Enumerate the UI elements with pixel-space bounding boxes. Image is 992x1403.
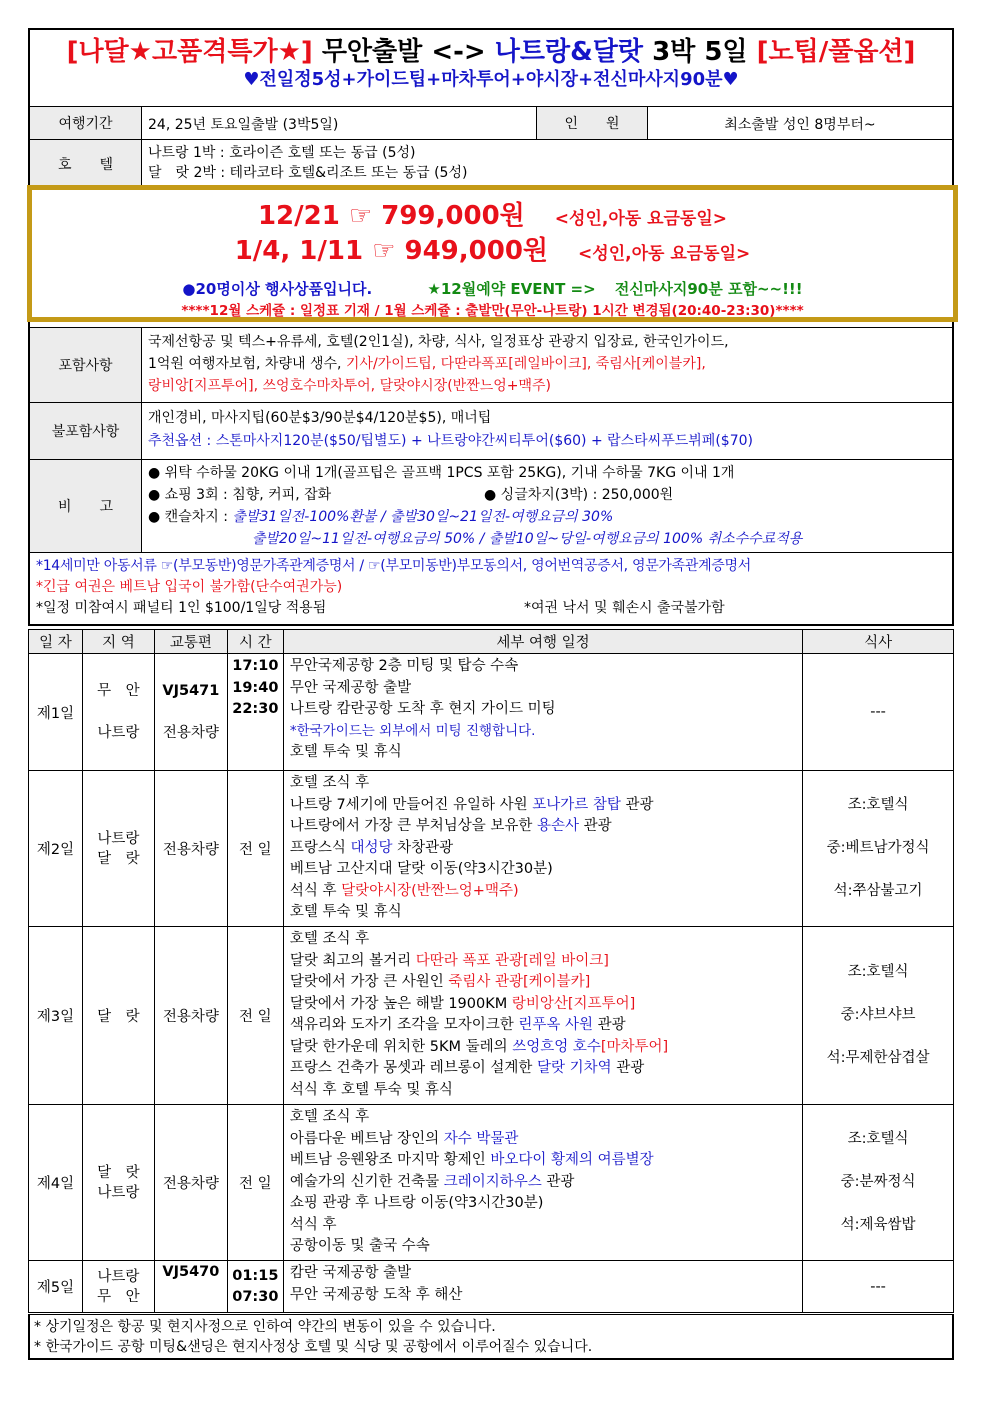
notes-row [30, 552, 952, 623]
day-4-highlight: 바오다이 황제의 여름별장 [490, 1152, 654, 1168]
day-2-item [290, 881, 796, 903]
day-4-row [29, 1105, 954, 1261]
day-1-item: 무안국제공항 2층 미팅 및 탑승 수속 [289, 658, 519, 674]
day-3-time: 전 일 [227, 927, 283, 1105]
included-line2-basic: 1억원 여행자보험, 차량내 생수, [148, 356, 346, 372]
day-4-item [290, 1172, 796, 1194]
day-2-text: 나트랑에서 가장 큰 부처님상을 보유한 [289, 818, 537, 834]
day-4-lunch: 중:분짜정식 [840, 1174, 916, 1190]
day-3-text: 색유리와 도자기 조각을 모자이크한 [289, 1017, 519, 1033]
notes-penalty-line [36, 598, 946, 619]
day-5-detail [283, 1261, 802, 1313]
remarks-value [142, 460, 952, 552]
remarks-row [30, 459, 952, 552]
day-2-transport: 전용차량 [154, 771, 227, 927]
day-2-meal [803, 771, 954, 927]
col-meal: 식사 [803, 630, 954, 654]
price-line-1 [32, 200, 953, 235]
day-4-item: 쇼핑 관광 후 나트랑 이동(약3시간30분) [289, 1195, 544, 1211]
day-1-region [82, 654, 154, 771]
remarks-label: 비 고 [30, 460, 142, 552]
day-4-dinner: 석:제육쌈밥 [840, 1217, 916, 1233]
included-value [142, 328, 952, 402]
day-1-time-arrive: 22:30 [232, 701, 279, 717]
itinerary-table [28, 629, 954, 1313]
day-3-text: 관광 [611, 1060, 645, 1076]
price-jan-note: <성인,아동 요금동일> [578, 244, 751, 264]
day-3-item [290, 994, 796, 1016]
day-2-item [290, 816, 796, 838]
remarks-baggage: ● 위탁 수하물 20KG 이내 1개(골프팁은 골프백 1PCS 포함 25KG), 기내 수하물 7KG 이내 1개 [148, 465, 735, 481]
day-2-highlight: 포나가르 참탑 [532, 796, 621, 813]
day-2-item: 호텔 투숙 및 휴식 [289, 904, 402, 920]
day-2-item [290, 795, 796, 817]
day-4-item [290, 1129, 796, 1151]
day-3-text: 달랏에서 가장 높은 해발 1900KM [289, 995, 512, 1012]
day-2-breakfast: 조:호텔식 [847, 797, 909, 813]
day-4-text: 예술가의 신기한 건축물 [289, 1173, 444, 1190]
day-3-carriage: [마차투어] [600, 1038, 669, 1055]
day-2-time: 전 일 [227, 771, 283, 927]
day-5-item: 캄란 국제공항 출발 [289, 1265, 412, 1281]
title-duration: 3박 5일 [643, 37, 757, 67]
day-4-text: 관광 [541, 1173, 575, 1190]
price-box [27, 185, 958, 322]
day-3-highlight: 랑비앙산[지프투어] [511, 995, 636, 1012]
day-3-detail [283, 927, 802, 1105]
day-3-highlight: 달랏 기차역 [536, 1060, 612, 1076]
notes-penalty: *일정 미참여시 패널티 1인 $100/1일당 적용됨 [36, 600, 327, 616]
day-4-label: 제4일 [29, 1105, 83, 1261]
day-3-label: 제3일 [29, 927, 83, 1105]
day-3-dinner: 석:무제한삼겹살 [826, 1050, 930, 1066]
day-2-region-from: 나트랑 [97, 830, 140, 847]
day-3-item: 호텔 조식 후 [289, 931, 370, 947]
price-dec-note: <성인,아동 요금동일> [554, 209, 728, 229]
footer-notes [28, 1314, 954, 1360]
excluded-label: 불포함사항 [30, 403, 142, 459]
title-header [30, 30, 952, 106]
day-3-text: 관광 [593, 1017, 626, 1033]
day-2-night-market: 달랏야시장(반짠느엉+맥주) [341, 882, 519, 899]
day-1-item: 나트랑 캄란공항 도착 후 현지 가이드 미팅 [289, 701, 556, 717]
day-1-time-meet: 17:10 [232, 658, 279, 674]
period-row [30, 106, 952, 139]
title-option-tag: [노팁/풀옵션] [756, 37, 916, 67]
day-3-highlight: 다딴라 폭포 관광[레일 바이크] [415, 952, 609, 969]
day-2-region-to: 달 랏 [97, 850, 140, 867]
col-day: 일 자 [29, 630, 83, 654]
day-2-text: 관광 [579, 818, 612, 834]
day-1-item: 호텔 투숙 및 휴식 [289, 744, 402, 760]
event-line [32, 278, 953, 300]
day-4-region [82, 1105, 154, 1261]
hotel-value [142, 140, 952, 187]
schedule-note: ****12월 스케쥴 : 일정표 기재 / 1월 스케쥴 : 출발만(무안-나트랑) 1시간 변경됨(20:40-23:30)**** [181, 303, 804, 319]
day-4-item: 석식 후 [289, 1216, 337, 1233]
day-4-meal [803, 1105, 954, 1261]
day-2-item: 호텔 조식 후 [289, 775, 370, 791]
day-2-text: 나트랑 7세기에 만들어진 유일하 사원 [289, 796, 533, 813]
day-4-transport: 전용차량 [154, 1105, 227, 1261]
day-3-transport: 전용차량 [154, 927, 227, 1105]
day-5-time-depart: 01:15 [232, 1267, 279, 1284]
page-title [30, 30, 952, 68]
day-2-detail [283, 771, 802, 927]
day-4-item: 호텔 조식 후 [289, 1109, 370, 1125]
day-4-region-from: 달 랏 [97, 1164, 140, 1181]
itinerary-header [29, 630, 954, 654]
period-value: 24, 25년 토요일출발 (3박5일) [142, 107, 537, 139]
notes-passport-damage: *여권 낙서 및 훼손시 출국불가함 [524, 600, 725, 616]
footer-note-1: * 상기일정은 항공 및 현지사정으로 인하여 약간의 변동이 있을 수 있습니다. [34, 1319, 496, 1335]
day-4-text: 베트남 응웬왕조 마지막 황제인 [289, 1152, 491, 1168]
day-3-highlight: 쓰엉흐엉 호수 [512, 1038, 601, 1055]
day-3-text: 달랏 한가운데 위치한 5KM 둘레의 [289, 1038, 513, 1055]
day-2-text: 석식 후 [289, 882, 342, 899]
day-5-region [82, 1261, 154, 1313]
day-4-item: 공항이동 및 출국 수속 [289, 1238, 430, 1254]
day-2-item [290, 838, 796, 860]
col-detail: 세부 여행 일정 [283, 630, 802, 654]
day-4-highlight: 크레이지하우스 [443, 1173, 542, 1190]
day-4-text: 아름다운 베트남 장인의 [289, 1130, 444, 1147]
day-1-item: 무안 국제공항 출발 [289, 679, 412, 696]
day-1-vehicle: 전용차량 [162, 725, 219, 741]
hotel-row [30, 139, 952, 187]
page-subtitle: ♥전일정5성+가이드팁+마차투어+야시장+전신마사지90분♥ [243, 69, 739, 90]
day-4-detail [283, 1105, 802, 1261]
footer-note-2: * 한국가이드 공항 미팅&샌딩은 현지사정상 호텔 및 식당 및 공항에서 이루어질수 있습니다. [34, 1339, 593, 1355]
day-4-breakfast: 조:호텔식 [847, 1131, 909, 1147]
title-destination: 나트랑&달랏 [494, 37, 644, 67]
day-3-item [290, 951, 796, 973]
remarks-cancel-prefix: ● 캔슬차지 : [148, 509, 233, 525]
included-line3: 랑비앙[지프투어], 쓰엉호수마차투어, 달랏야시장(반짠느엉+맥주) [148, 378, 552, 394]
day-5-label: 제5일 [29, 1261, 83, 1313]
day-1-region-from: 무 안 [97, 683, 140, 699]
day-2-highlight: 용손사 [536, 818, 580, 834]
day-1-label: 제1일 [29, 654, 83, 771]
included-label: 포함사항 [30, 328, 142, 402]
day-5-times [227, 1261, 283, 1313]
remarks-cancel-2: 출발20일~11일전-여행요금의 50% / 출발10일~당일-여행요금의 100% 취소수수료적용 [252, 531, 803, 547]
title-tag: [나달★고품격특가★] [66, 37, 313, 67]
remarks-shopping-line [148, 484, 946, 506]
day-3-item [290, 972, 796, 994]
day-3-text: 달랏 최고의 볼거리 [289, 952, 416, 969]
day-2-text: 프랑스식 [289, 839, 351, 856]
event-note: ★12월예약 EVENT => [427, 280, 596, 298]
day-3-meal [803, 927, 954, 1105]
day-3-lunch: 중:샤브샤브 [840, 1007, 916, 1023]
day-3-highlight: 린푸옥 사원 [518, 1017, 594, 1033]
day-1-flight: VJ5471 [162, 683, 220, 699]
day-4-item [290, 1150, 796, 1172]
remarks-shopping: ● 쇼핑 3회 : 침향, 커피, 잡화 [148, 487, 332, 503]
excluded-line1: 개인경비, 마사지팁(60분$3/90분$4/120분$5), 매너팁 [148, 410, 492, 426]
day-2-lunch: 중:베트남가정식 [826, 840, 930, 856]
title-departure: 무안출발 <-> [312, 37, 495, 67]
day-3-text: 달랏에서 가장 큰 사원인 [289, 974, 449, 990]
day-1-time-depart: 19:40 [232, 679, 279, 696]
day-2-highlight: 대성당 [350, 839, 393, 856]
event-detail: 전신마사지90분 포함~~!!! [614, 280, 803, 298]
excluded-value [142, 403, 952, 459]
remarks-cancel-1: 출발31일전-100%환불 / 출발30일~21일전-여행요금의 30% [232, 509, 614, 525]
notes-passport: *긴급 여권은 베트남 입국이 불가함(단수여권가능) [36, 579, 343, 595]
day-4-highlight: 자수 박물관 [443, 1130, 519, 1147]
col-region: 지 역 [82, 630, 154, 654]
group-note: ●20명이상 행사상품입니다. [182, 280, 373, 298]
day-2-dinner: 석:쭈삼불고기 [833, 883, 923, 899]
day-5-region-from: 나트랑 [97, 1268, 140, 1285]
day-3-item: 석식 후 호텔 투숙 및 휴식 [289, 1081, 453, 1098]
hotel-dalat: 달 랏 2박 : 테라코타 호텔&리조트 또는 동급 (5성) [148, 165, 468, 181]
notes-child-docs: *14세미만 아동서류 ☞(부모동반)영문가족관계증명서 / ☞(부모미동반)부모동의서, 영어번역공증서, 영문가족관계증명서 [36, 558, 751, 574]
day-1-times [227, 654, 283, 771]
day-1-detail [283, 654, 802, 771]
day-5-item: 무안 국제공항 도착 후 해산 [289, 1286, 463, 1303]
included-line2-highlight: 기사/가이드팁, 다딴라폭포[레일바이크], 죽림사[케이블카], [345, 356, 706, 372]
day-3-highlight: 죽림사 관광[케이블카] [448, 974, 591, 990]
people-value: 최소출발 성인 8명부터~ [724, 117, 876, 133]
remarks-cancel-line [148, 506, 946, 528]
included-row [30, 327, 952, 402]
day-1-guide-note: *한국가이드는 외부에서 미팅 진행합니다. [289, 722, 536, 739]
people-label: 인 원 [537, 107, 648, 139]
excluded-options: 추천옵션 : 스톤마사지120분($50/팁별도) + 나트랑야간씨티투어($60) + 랍스타씨푸드뷔페($70) [148, 433, 753, 449]
day-5-time-arrive: 07:30 [232, 1288, 279, 1305]
price-jan: 1/4, 1/11 ☞ 949,000원 [234, 236, 549, 266]
day-1-transport [154, 654, 227, 771]
remarks-single-charge: ● 싱글차지(3박) : 250,000원 [484, 487, 674, 503]
day-5-row [29, 1261, 954, 1313]
period-label: 여행기간 [30, 107, 142, 139]
day-1-region-to: 나트랑 [97, 725, 140, 741]
info-frame [28, 28, 954, 626]
col-transport: 교통편 [154, 630, 227, 654]
day-3-text: 프랑스 건축가 몽셋과 레브롱이 설계한 [289, 1060, 537, 1076]
day-3-item [290, 1015, 796, 1037]
day-4-region-to: 나트랑 [97, 1184, 140, 1201]
day-5-region-to: 무 안 [97, 1288, 140, 1305]
hotel-nhatrang: 나트랑 1박 : 호라이즌 호텔 또는 동급 (5성) [148, 145, 416, 161]
included-line1: 국제선항공 및 텍스+유류세, 호텔(2인1실), 차량, 식사, 일정표상 관광지 입장료, 한국인가이드, [148, 334, 729, 350]
day-2-row [29, 771, 954, 927]
day-1-meal: --- [803, 654, 954, 771]
day-5-meal: --- [803, 1261, 954, 1313]
day-5-transport: VJ5470 [154, 1261, 227, 1313]
day-3-breakfast: 조:호텔식 [847, 964, 909, 980]
day-3-item [290, 1058, 796, 1080]
col-time: 시 간 [227, 630, 283, 654]
day-2-text: 차창관광 [392, 839, 454, 856]
price-dec: 12/21 ☞ 799,000원 [257, 201, 525, 231]
day-2-label: 제2일 [29, 771, 83, 927]
day-4-time: 전 일 [227, 1105, 283, 1261]
day-1-row [29, 654, 954, 771]
included-line2 [148, 353, 946, 375]
day-3-region: 달 랏 [82, 927, 154, 1105]
hotel-label: 호 텔 [30, 140, 142, 187]
day-2-item: 베트남 고산지대 달랏 이동(약3시간30분) [289, 861, 553, 877]
price-line-2 [32, 235, 953, 270]
day-3-item [290, 1037, 796, 1059]
excluded-row [30, 402, 952, 459]
day-2-region [82, 771, 154, 927]
day-3-row [29, 927, 954, 1105]
day-2-text: 관광 [620, 796, 654, 813]
